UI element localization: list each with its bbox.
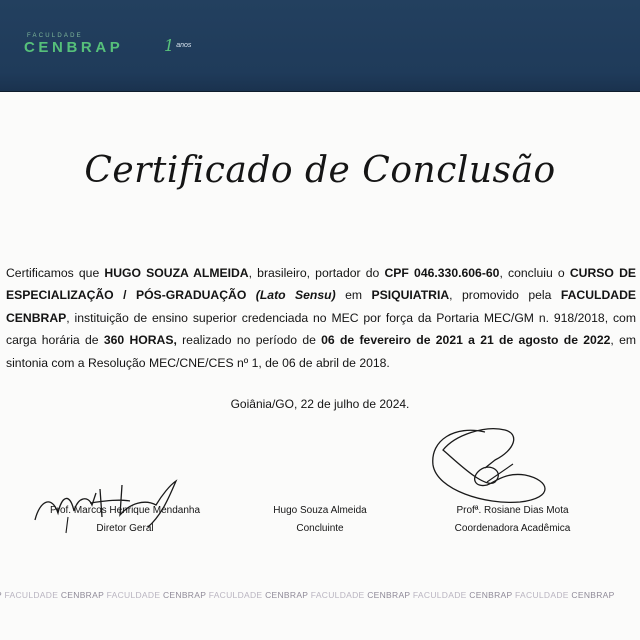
course-type: CURSO DE ESPECIALIZAÇÃO / PÓS-GRADUAÇÃO <box>6 266 636 303</box>
signatory-name: Profª. Rosiane Dias Mota <box>456 505 569 516</box>
certificate-body <box>6 262 636 374</box>
body-text-segment: , instituição de ensino superior credenciada no MEC por força da Portaria MEC/GM n. 918/2018, com carga horária de <box>6 310 636 348</box>
certificate-title: Certificado de Conclusão <box>84 150 556 191</box>
lato-sensu-label: (Lato Sensu) <box>255 288 336 303</box>
watermark-strip <box>0 590 640 600</box>
anniversary-mark-icon <box>164 36 191 55</box>
course-period: 06 de fevereiro de 2021 a 21 de agosto de 2022 <box>321 333 611 348</box>
watermark-text: CENBRAP <box>60 590 104 600</box>
watermark-text: FACULDADE <box>412 590 467 600</box>
watermark-text: CENBRAP <box>367 590 411 600</box>
body-text-segment <box>246 288 255 302</box>
header-band <box>0 0 640 92</box>
watermark-text: FACULDADE <box>4 590 59 600</box>
watermark-text: CENBRAP <box>571 590 615 600</box>
signatory-role: Concluinte <box>296 523 344 534</box>
watermark-text: FACULDADE <box>515 590 569 600</box>
watermark-text: CENBRAP <box>469 590 513 600</box>
watermark-text: CENBRAP <box>162 590 207 600</box>
watermark-text <box>0 590 2 600</box>
signatory-name: Prof. Marcos Henrique Mendanha <box>49 505 201 516</box>
signatory-role: Coordenadora Acadêmica <box>454 523 571 534</box>
course-name: PSIQUIATRIA <box>371 288 450 303</box>
course-hours: 360 HORAS, <box>103 333 177 348</box>
body-text-segment: , brasileiro, portador do <box>248 266 385 280</box>
watermark-text: FACULDADE <box>208 590 263 600</box>
body-text-segment: em <box>335 288 372 303</box>
signature-block-coordinator <box>430 502 595 538</box>
student-cpf: CPF 046.330.606-60 <box>384 266 500 280</box>
body-text-segment: , em sintonia com a Resolução MEC/CNE/CES nº 1, de 06 de abril de 2018. <box>6 333 637 370</box>
anniversary-number: 1 <box>164 36 175 55</box>
anniversary-text: anos <box>176 42 192 49</box>
body-text-segment: , concluiu o <box>499 266 570 280</box>
cenbrap-logo <box>24 33 192 56</box>
institution-name: FACULDADE CENBRAP <box>6 288 636 325</box>
place-date: Goiânia/GO, 22 de julho de 2024. <box>230 397 410 411</box>
body-text-segment: Certificamos que <box>6 266 105 280</box>
signatory-name: Hugo Souza Almeida <box>273 505 367 516</box>
body-text-segment: realizado no período de <box>176 333 322 348</box>
body-text-segment: , promovido pela <box>449 288 561 303</box>
logo-cenbrap-text: CENBRAP <box>24 39 124 56</box>
signature-coordinator-icon <box>425 420 560 510</box>
watermark-text: CENBRAP <box>265 590 309 600</box>
watermark-text: FACULDADE <box>310 590 365 600</box>
student-name: HUGO SOUZA ALMEIDA <box>104 266 249 280</box>
signature-block-director <box>30 502 220 538</box>
signature-block-student <box>240 502 400 538</box>
logo-faculdade-text: FACULDADE <box>27 33 83 39</box>
watermark-text: FACULDADE <box>106 590 161 600</box>
signatory-role: Diretor Geral <box>96 523 154 534</box>
